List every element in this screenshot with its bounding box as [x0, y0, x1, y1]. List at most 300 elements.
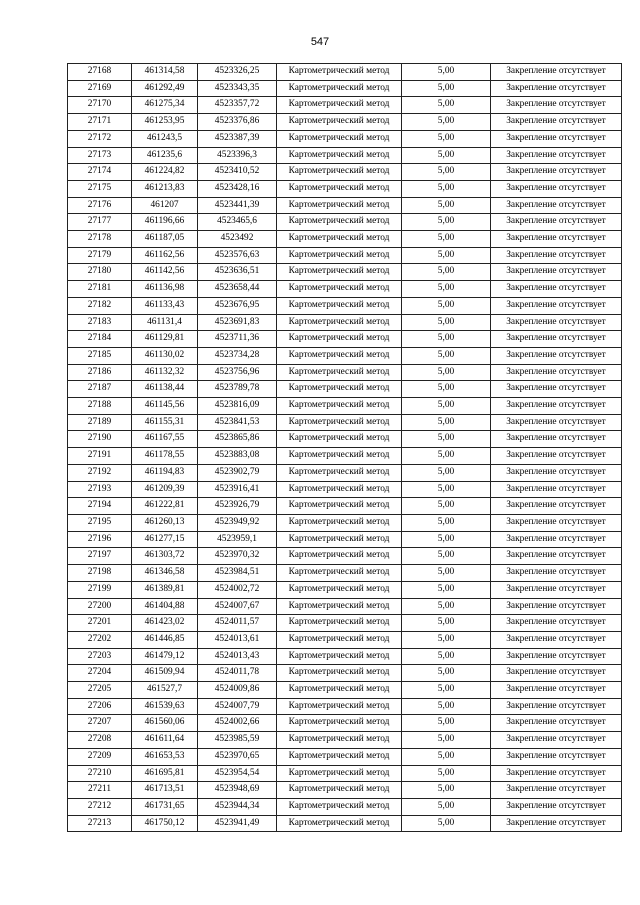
point-number-cell: 27196	[68, 531, 132, 548]
point-number-cell: 27210	[68, 765, 132, 782]
table-row	[68, 531, 622, 548]
method-cell: Картометрический метод	[277, 331, 402, 348]
accuracy-cell: 5,00	[402, 281, 491, 298]
table-row	[68, 665, 622, 682]
method-cell: Картометрический метод	[277, 765, 402, 782]
y-coordinate-cell: 4523949,92	[198, 514, 277, 531]
table-row	[68, 815, 622, 832]
fixing-cell: Закрепление отсутствует	[491, 464, 622, 481]
fixing-cell: Закрепление отсутствует	[491, 114, 622, 131]
point-number-cell: 27207	[68, 715, 132, 732]
x-coordinate-cell: 461404,88	[132, 598, 198, 615]
point-number-cell: 27190	[68, 431, 132, 448]
table-row	[68, 631, 622, 648]
accuracy-cell: 5,00	[402, 398, 491, 415]
y-coordinate-cell: 4523326,25	[198, 64, 277, 81]
method-cell: Картометрический метод	[277, 615, 402, 632]
y-coordinate-cell: 4523711,36	[198, 331, 277, 348]
fixing-cell: Закрепление отсутствует	[491, 264, 622, 281]
point-number-cell: 27178	[68, 231, 132, 248]
fixing-cell: Закрепление отсутствует	[491, 815, 622, 832]
accuracy-cell: 5,00	[402, 431, 491, 448]
point-number-cell: 27200	[68, 598, 132, 615]
accuracy-cell: 5,00	[402, 448, 491, 465]
y-coordinate-cell: 4523948,69	[198, 782, 277, 799]
y-coordinate-cell: 4523756,96	[198, 364, 277, 381]
fixing-cell: Закрепление отсутствует	[491, 581, 622, 598]
fixing-cell: Закрепление отсутствует	[491, 180, 622, 197]
x-coordinate-cell: 461155,31	[132, 414, 198, 431]
fixing-cell: Закрепление отсутствует	[491, 798, 622, 815]
point-number-cell: 27192	[68, 464, 132, 481]
fixing-cell: Закрепление отсутствует	[491, 548, 622, 565]
y-coordinate-cell: 4523492	[198, 231, 277, 248]
x-coordinate-cell: 461527,7	[132, 682, 198, 699]
table-row	[68, 798, 622, 815]
accuracy-cell: 5,00	[402, 147, 491, 164]
x-coordinate-cell: 461187,05	[132, 231, 198, 248]
fixing-cell: Закрепление отсутствует	[491, 448, 622, 465]
x-coordinate-cell: 461162,56	[132, 247, 198, 264]
method-cell: Картометрический метод	[277, 665, 402, 682]
point-number-cell: 27206	[68, 698, 132, 715]
table-row	[68, 214, 622, 231]
x-coordinate-cell: 461224,82	[132, 164, 198, 181]
accuracy-cell: 5,00	[402, 381, 491, 398]
table-row	[68, 130, 622, 147]
method-cell: Картометрический метод	[277, 398, 402, 415]
accuracy-cell: 5,00	[402, 648, 491, 665]
table-row	[68, 481, 622, 498]
table-row	[68, 431, 622, 448]
method-cell: Картометрический метод	[277, 231, 402, 248]
method-cell: Картометрический метод	[277, 514, 402, 531]
point-number-cell: 27201	[68, 615, 132, 632]
y-coordinate-cell: 4524002,72	[198, 581, 277, 598]
x-coordinate-cell: 461142,56	[132, 264, 198, 281]
accuracy-cell: 5,00	[402, 297, 491, 314]
y-coordinate-cell: 4524007,67	[198, 598, 277, 615]
table-row	[68, 231, 622, 248]
accuracy-cell: 5,00	[402, 682, 491, 699]
x-coordinate-cell: 461131,4	[132, 314, 198, 331]
x-coordinate-cell: 461479,12	[132, 648, 198, 665]
accuracy-cell: 5,00	[402, 347, 491, 364]
x-coordinate-cell: 461713,51	[132, 782, 198, 799]
accuracy-cell: 5,00	[402, 615, 491, 632]
method-cell: Картометрический метод	[277, 197, 402, 214]
y-coordinate-cell: 4523465,6	[198, 214, 277, 231]
fixing-cell: Закрепление отсутствует	[491, 665, 622, 682]
fixing-cell: Закрепление отсутствует	[491, 130, 622, 147]
y-coordinate-cell: 4523441,39	[198, 197, 277, 214]
fixing-cell: Закрепление отсутствует	[491, 648, 622, 665]
x-coordinate-cell: 461303,72	[132, 548, 198, 565]
fixing-cell: Закрепление отсутствует	[491, 381, 622, 398]
y-coordinate-cell: 4523816,09	[198, 398, 277, 415]
method-cell: Картометрический метод	[277, 97, 402, 114]
accuracy-cell: 5,00	[402, 197, 491, 214]
accuracy-cell: 5,00	[402, 581, 491, 598]
fixing-cell: Закрепление отсутствует	[491, 347, 622, 364]
fixing-cell: Закрепление отсутствует	[491, 531, 622, 548]
method-cell: Картометрический метод	[277, 648, 402, 665]
point-number-cell: 27203	[68, 648, 132, 665]
method-cell: Картометрический метод	[277, 448, 402, 465]
x-coordinate-cell: 461136,98	[132, 281, 198, 298]
accuracy-cell: 5,00	[402, 514, 491, 531]
table-row	[68, 715, 622, 732]
method-cell: Картометрический метод	[277, 565, 402, 582]
method-cell: Картометрический метод	[277, 414, 402, 431]
point-number-cell: 27208	[68, 732, 132, 749]
method-cell: Картометрический метод	[277, 347, 402, 364]
point-number-cell: 27212	[68, 798, 132, 815]
x-coordinate-cell: 461235,6	[132, 147, 198, 164]
y-coordinate-cell: 4523883,08	[198, 448, 277, 465]
method-cell: Картометрический метод	[277, 64, 402, 81]
accuracy-cell: 5,00	[402, 598, 491, 615]
x-coordinate-cell: 461292,49	[132, 80, 198, 97]
fixing-cell: Закрепление отсутствует	[491, 214, 622, 231]
method-cell: Картометрический метод	[277, 581, 402, 598]
point-number-cell: 27204	[68, 665, 132, 682]
method-cell: Картометрический метод	[277, 381, 402, 398]
point-number-cell: 27195	[68, 514, 132, 531]
method-cell: Картометрический метод	[277, 782, 402, 799]
accuracy-cell: 5,00	[402, 180, 491, 197]
table-row	[68, 347, 622, 364]
accuracy-cell: 5,00	[402, 631, 491, 648]
y-coordinate-cell: 4523959,1	[198, 531, 277, 548]
accuracy-cell: 5,00	[402, 565, 491, 582]
y-coordinate-cell: 4523916,41	[198, 481, 277, 498]
y-coordinate-cell: 4523944,34	[198, 798, 277, 815]
x-coordinate-cell: 461196,66	[132, 214, 198, 231]
accuracy-cell: 5,00	[402, 665, 491, 682]
y-coordinate-cell: 4523954,54	[198, 765, 277, 782]
point-number-cell: 27198	[68, 565, 132, 582]
fixing-cell: Закрепление отсутствует	[491, 698, 622, 715]
method-cell: Картометрический метод	[277, 748, 402, 765]
point-number-cell: 27194	[68, 498, 132, 515]
method-cell: Картометрический метод	[277, 531, 402, 548]
accuracy-cell: 5,00	[402, 97, 491, 114]
point-number-cell: 27181	[68, 281, 132, 298]
x-coordinate-cell: 461129,81	[132, 331, 198, 348]
y-coordinate-cell: 4523658,44	[198, 281, 277, 298]
x-coordinate-cell: 461653,53	[132, 748, 198, 765]
y-coordinate-cell: 4523410,52	[198, 164, 277, 181]
table-row	[68, 765, 622, 782]
x-coordinate-cell: 461130,02	[132, 347, 198, 364]
y-coordinate-cell: 4523985,59	[198, 732, 277, 749]
y-coordinate-cell: 4523691,83	[198, 314, 277, 331]
x-coordinate-cell: 461133,43	[132, 297, 198, 314]
page-number: 547	[310, 36, 330, 48]
point-number-cell: 27172	[68, 130, 132, 147]
y-coordinate-cell: 4523902,79	[198, 464, 277, 481]
point-number-cell: 27173	[68, 147, 132, 164]
x-coordinate-cell: 461243,5	[132, 130, 198, 147]
x-coordinate-cell: 461145,56	[132, 398, 198, 415]
table-row	[68, 782, 622, 799]
fixing-cell: Закрепление отсутствует	[491, 748, 622, 765]
method-cell: Картометрический метод	[277, 281, 402, 298]
y-coordinate-cell: 4523734,28	[198, 347, 277, 364]
x-coordinate-cell: 461750,12	[132, 815, 198, 832]
y-coordinate-cell: 4524007,79	[198, 698, 277, 715]
table-row	[68, 648, 622, 665]
y-coordinate-cell: 4524002,66	[198, 715, 277, 732]
method-cell: Картометрический метод	[277, 798, 402, 815]
point-number-cell: 27187	[68, 381, 132, 398]
accuracy-cell: 5,00	[402, 798, 491, 815]
accuracy-cell: 5,00	[402, 64, 491, 81]
method-cell: Картометрический метод	[277, 732, 402, 749]
point-number-cell: 27202	[68, 631, 132, 648]
accuracy-cell: 5,00	[402, 164, 491, 181]
y-coordinate-cell: 4524009,86	[198, 682, 277, 699]
point-number-cell: 27193	[68, 481, 132, 498]
accuracy-cell: 5,00	[402, 765, 491, 782]
table-row	[68, 498, 622, 515]
point-number-cell: 27170	[68, 97, 132, 114]
fixing-cell: Закрепление отсутствует	[491, 80, 622, 97]
fixing-cell: Закрепление отсутствует	[491, 682, 622, 699]
table-row	[68, 164, 622, 181]
table-row	[68, 281, 622, 298]
point-number-cell: 27209	[68, 748, 132, 765]
accuracy-cell: 5,00	[402, 214, 491, 231]
point-number-cell: 27179	[68, 247, 132, 264]
fixing-cell: Закрепление отсутствует	[491, 514, 622, 531]
x-coordinate-cell: 461132,32	[132, 364, 198, 381]
point-number-cell: 27189	[68, 414, 132, 431]
y-coordinate-cell: 4523676,95	[198, 297, 277, 314]
accuracy-cell: 5,00	[402, 715, 491, 732]
table-row	[68, 615, 622, 632]
fixing-cell: Закрепление отсутствует	[491, 281, 622, 298]
method-cell: Картометрический метод	[277, 598, 402, 615]
fixing-cell: Закрепление отсутствует	[491, 414, 622, 431]
table-row	[68, 732, 622, 749]
table-row	[68, 748, 622, 765]
point-number-cell: 27211	[68, 782, 132, 799]
y-coordinate-cell: 4523376,86	[198, 114, 277, 131]
table-row	[68, 80, 622, 97]
method-cell: Картометрический метод	[277, 264, 402, 281]
y-coordinate-cell: 4523970,65	[198, 748, 277, 765]
table-row	[68, 448, 622, 465]
method-cell: Картометрический метод	[277, 815, 402, 832]
x-coordinate-cell: 461207	[132, 197, 198, 214]
point-number-cell: 27205	[68, 682, 132, 699]
y-coordinate-cell: 4524013,43	[198, 648, 277, 665]
fixing-cell: Закрепление отсутствует	[491, 231, 622, 248]
point-number-cell: 27177	[68, 214, 132, 231]
x-coordinate-cell: 461346,58	[132, 565, 198, 582]
method-cell: Картометрический метод	[277, 164, 402, 181]
fixing-cell: Закрепление отсутствует	[491, 398, 622, 415]
point-number-cell: 27174	[68, 164, 132, 181]
x-coordinate-cell: 461194,83	[132, 464, 198, 481]
point-number-cell: 27191	[68, 448, 132, 465]
y-coordinate-cell: 4523970,32	[198, 548, 277, 565]
point-number-cell: 27175	[68, 180, 132, 197]
method-cell: Картометрический метод	[277, 715, 402, 732]
x-coordinate-cell: 461560,06	[132, 715, 198, 732]
point-number-cell: 27213	[68, 815, 132, 832]
fixing-cell: Закрепление отсутствует	[491, 631, 622, 648]
method-cell: Картометрический метод	[277, 314, 402, 331]
x-coordinate-cell: 461138,44	[132, 381, 198, 398]
method-cell: Картометрический метод	[277, 214, 402, 231]
fixing-cell: Закрепление отсутствует	[491, 197, 622, 214]
fixing-cell: Закрепление отсутствует	[491, 782, 622, 799]
x-coordinate-cell: 461277,15	[132, 531, 198, 548]
point-number-cell: 27169	[68, 80, 132, 97]
x-coordinate-cell: 461423,02	[132, 615, 198, 632]
coordinates-table	[67, 63, 622, 832]
table-row	[68, 565, 622, 582]
fixing-cell: Закрепление отсутствует	[491, 64, 622, 81]
x-coordinate-cell: 461222,81	[132, 498, 198, 515]
point-number-cell: 27184	[68, 331, 132, 348]
table-row	[68, 314, 622, 331]
method-cell: Картометрический метод	[277, 464, 402, 481]
table-row	[68, 97, 622, 114]
y-coordinate-cell: 4523428,16	[198, 180, 277, 197]
point-number-cell: 27183	[68, 314, 132, 331]
x-coordinate-cell: 461178,55	[132, 448, 198, 465]
table-row	[68, 247, 622, 264]
fixing-cell: Закрепление отсутствует	[491, 565, 622, 582]
table-row	[68, 464, 622, 481]
fixing-cell: Закрепление отсутствует	[491, 314, 622, 331]
x-coordinate-cell: 461209,39	[132, 481, 198, 498]
fixing-cell: Закрепление отсутствует	[491, 615, 622, 632]
accuracy-cell: 5,00	[402, 481, 491, 498]
table-row	[68, 197, 622, 214]
accuracy-cell: 5,00	[402, 498, 491, 515]
fixing-cell: Закрепление отсутствует	[491, 598, 622, 615]
point-number-cell: 27186	[68, 364, 132, 381]
table-body	[68, 64, 622, 832]
x-coordinate-cell: 461314,58	[132, 64, 198, 81]
method-cell: Картометрический метод	[277, 364, 402, 381]
fixing-cell: Закрепление отсутствует	[491, 364, 622, 381]
x-coordinate-cell: 461611,64	[132, 732, 198, 749]
table-row	[68, 598, 622, 615]
table-row	[68, 264, 622, 281]
accuracy-cell: 5,00	[402, 231, 491, 248]
point-number-cell: 27180	[68, 264, 132, 281]
table-row	[68, 114, 622, 131]
table-row	[68, 381, 622, 398]
table-row	[68, 581, 622, 598]
y-coordinate-cell: 4523396,3	[198, 147, 277, 164]
y-coordinate-cell: 4523387,39	[198, 130, 277, 147]
method-cell: Картометрический метод	[277, 498, 402, 515]
point-number-cell: 27188	[68, 398, 132, 415]
x-coordinate-cell: 461213,83	[132, 180, 198, 197]
accuracy-cell: 5,00	[402, 314, 491, 331]
y-coordinate-cell: 4523926,79	[198, 498, 277, 515]
x-coordinate-cell: 461253,95	[132, 114, 198, 131]
x-coordinate-cell: 461260,13	[132, 514, 198, 531]
table-row	[68, 698, 622, 715]
accuracy-cell: 5,00	[402, 264, 491, 281]
accuracy-cell: 5,00	[402, 531, 491, 548]
y-coordinate-cell: 4523636,51	[198, 264, 277, 281]
method-cell: Картометрический метод	[277, 481, 402, 498]
accuracy-cell: 5,00	[402, 331, 491, 348]
accuracy-cell: 5,00	[402, 130, 491, 147]
point-number-cell: 27176	[68, 197, 132, 214]
method-cell: Картометрический метод	[277, 698, 402, 715]
fixing-cell: Закрепление отсутствует	[491, 715, 622, 732]
fixing-cell: Закрепление отсутствует	[491, 732, 622, 749]
fixing-cell: Закрепление отсутствует	[491, 97, 622, 114]
method-cell: Картометрический метод	[277, 431, 402, 448]
table-row	[68, 64, 622, 81]
y-coordinate-cell: 4523984,51	[198, 565, 277, 582]
accuracy-cell: 5,00	[402, 732, 491, 749]
method-cell: Картометрический метод	[277, 147, 402, 164]
point-number-cell: 27171	[68, 114, 132, 131]
table-row	[68, 364, 622, 381]
x-coordinate-cell: 461446,85	[132, 631, 198, 648]
x-coordinate-cell: 461167,55	[132, 431, 198, 448]
fixing-cell: Закрепление отсутствует	[491, 147, 622, 164]
y-coordinate-cell: 4524011,57	[198, 615, 277, 632]
accuracy-cell: 5,00	[402, 364, 491, 381]
point-number-cell: 27197	[68, 548, 132, 565]
table-row	[68, 297, 622, 314]
accuracy-cell: 5,00	[402, 114, 491, 131]
fixing-cell: Закрепление отсутствует	[491, 498, 622, 515]
method-cell: Картометрический метод	[277, 631, 402, 648]
y-coordinate-cell: 4523343,35	[198, 80, 277, 97]
method-cell: Картометрический метод	[277, 180, 402, 197]
method-cell: Картометрический метод	[277, 80, 402, 97]
fixing-cell: Закрепление отсутствует	[491, 431, 622, 448]
table-row	[68, 398, 622, 415]
y-coordinate-cell: 4523789,78	[198, 381, 277, 398]
point-number-cell: 27185	[68, 347, 132, 364]
table-row	[68, 682, 622, 699]
accuracy-cell: 5,00	[402, 815, 491, 832]
accuracy-cell: 5,00	[402, 80, 491, 97]
accuracy-cell: 5,00	[402, 698, 491, 715]
fixing-cell: Закрепление отсутствует	[491, 164, 622, 181]
x-coordinate-cell: 461731,65	[132, 798, 198, 815]
method-cell: Картометрический метод	[277, 297, 402, 314]
method-cell: Картометрический метод	[277, 114, 402, 131]
fixing-cell: Закрепление отсутствует	[491, 481, 622, 498]
accuracy-cell: 5,00	[402, 782, 491, 799]
x-coordinate-cell: 461539,63	[132, 698, 198, 715]
point-number-cell: 27182	[68, 297, 132, 314]
accuracy-cell: 5,00	[402, 464, 491, 481]
table-row	[68, 180, 622, 197]
x-coordinate-cell: 461509,94	[132, 665, 198, 682]
y-coordinate-cell: 4523576,63	[198, 247, 277, 264]
accuracy-cell: 5,00	[402, 748, 491, 765]
fixing-cell: Закрепление отсутствует	[491, 297, 622, 314]
method-cell: Картометрический метод	[277, 247, 402, 264]
